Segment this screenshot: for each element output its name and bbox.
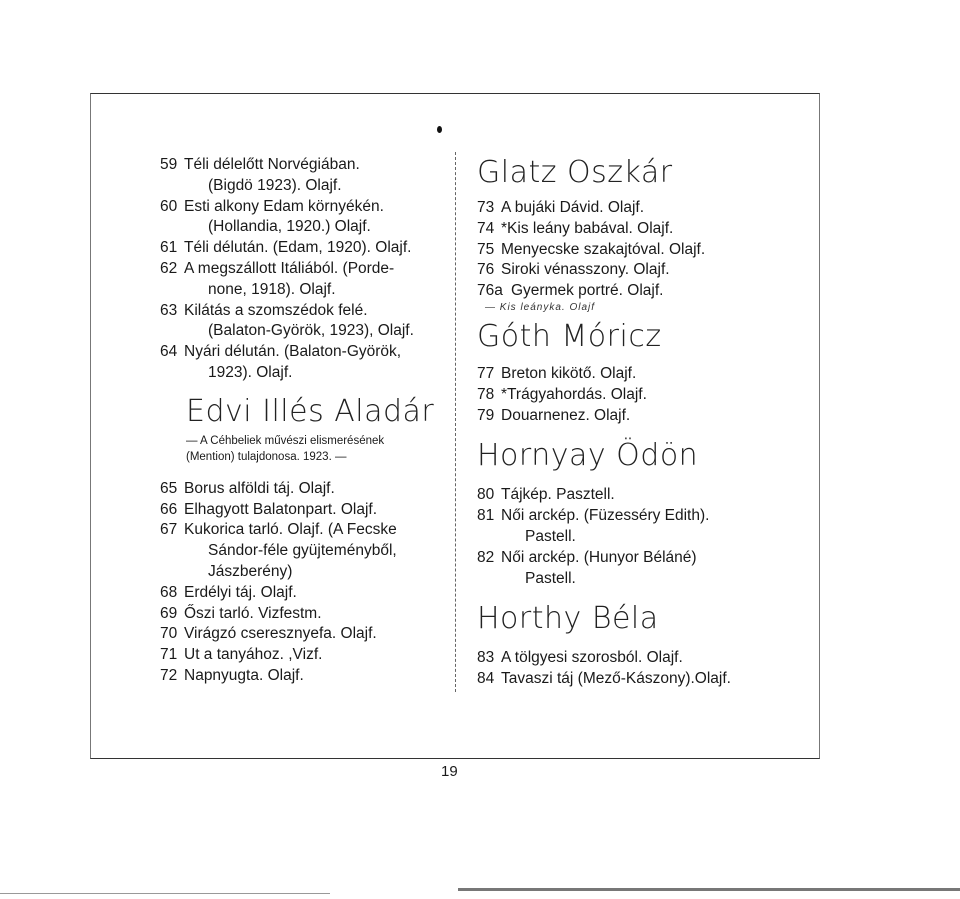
catalog-entry: [477, 198, 787, 219]
entry-title: Női arckép. (Füzesséry Edith).: [501, 507, 710, 525]
entry-number: 66: [160, 500, 178, 518]
catalog-entry: [477, 240, 787, 261]
entry-number: 77: [477, 364, 495, 382]
entry-number: 78: [477, 385, 495, 403]
entry-title: Breton kikötő. Olajf.: [501, 364, 637, 382]
catalog-entry: [160, 666, 445, 687]
entry-continuation: (Hollandia, 1920.) Olajf.: [208, 218, 371, 236]
catalog-entry: [160, 342, 445, 384]
entry-list: [477, 364, 787, 426]
entry-continuation: Pastell.: [525, 569, 576, 587]
artist-heading: Góth Móricz: [477, 318, 662, 354]
entry-number: 82: [477, 548, 495, 566]
entry-title: Gyermek portré. Olajf.: [511, 282, 664, 300]
entry-title: Elhagyott Balatonpart. Olajf.: [184, 500, 378, 518]
entry-number: 81: [477, 507, 495, 525]
catalog-entry: [477, 648, 787, 669]
catalog-entry: [477, 485, 787, 506]
entry-continuation: 1923). Olajf.: [208, 363, 293, 381]
entry-title: Őszi tarló. Vizfestm.: [184, 604, 322, 622]
entry-number: 65: [160, 479, 178, 497]
entry-title: Siroki vénasszony. Olajf.: [501, 261, 670, 279]
catalog-entry: [477, 406, 787, 427]
catalog-entry: [160, 520, 445, 582]
entry-title: Tavaszi táj (Mező-Kászony).Olajf.: [501, 670, 731, 688]
entry-title: A bujáki Dávid. Olajf.: [501, 199, 645, 216]
entry-number: 60: [160, 197, 178, 215]
entry-title: Napnyugta. Olajf.: [184, 666, 304, 684]
entry-continuation: Jászberény): [208, 562, 293, 580]
entry-continuation: Sándor-féle gyüjteményből,: [208, 542, 397, 560]
ink-dot: [437, 126, 442, 133]
entry-list: [477, 198, 787, 302]
catalog-entry: [160, 500, 445, 521]
artist-note-line: — A Céhbeliek művészi elismerésének: [186, 434, 385, 447]
entry-title: Kukorica tarló. Olajf. (A Fecske: [184, 521, 397, 539]
artist-heading: Horthy Béla: [477, 601, 659, 637]
entry-continuation: Pastell.: [525, 527, 576, 545]
entry-number: 75: [477, 240, 495, 258]
entry-list: [160, 155, 445, 384]
entry-title: Tájkép. Pasztell.: [501, 486, 615, 504]
entry-list: [477, 648, 787, 690]
entry-number: 59: [160, 156, 178, 173]
entry-number: 80: [477, 486, 495, 504]
artist-note-line: (Mention) tulajdonosa. 1923. —: [186, 450, 347, 463]
catalog-entry: [160, 238, 445, 259]
entry-title: Kilátás a szomszédok felé.: [184, 301, 368, 319]
entry-title: Nyári délután. (Balaton-Györök,: [184, 343, 402, 361]
entry-list: [477, 485, 787, 589]
entry-title: Női arckép. (Hunyor Béláné): [501, 548, 697, 566]
artist-heading: Edvi Illés Aladár: [186, 393, 435, 429]
entry-title: A megszállott Itáliából. (Porde-: [184, 259, 395, 277]
artist-note: [186, 433, 445, 465]
entry-number: 71: [160, 646, 178, 664]
catalog-entry: [477, 506, 787, 548]
entry-number: 67: [160, 521, 178, 539]
entry-list: [160, 479, 445, 687]
entry-title: A tölgyesi szorosból. Olajf.: [501, 649, 683, 667]
catalog-entry: [477, 364, 787, 385]
left-column: [160, 155, 445, 687]
catalog-entry: [160, 155, 445, 197]
entry-title: *Trágyahordás. Olajf.: [501, 385, 647, 403]
entry-number: 74: [477, 219, 495, 237]
entry-title: Esti alkony Edam környékén.: [184, 197, 384, 215]
entry-title: Erdélyi táj. Olajf.: [184, 583, 297, 601]
entry-title: Téli délelőtt Norvégiában.: [184, 156, 360, 173]
catalog-entry: [160, 479, 445, 500]
page-number: 19: [441, 763, 458, 780]
catalog-entry: [160, 259, 445, 301]
artist-heading: Hornyay Ödön: [477, 438, 699, 474]
entry-title: Virágzó cseresznyefa. Olajf.: [184, 625, 377, 643]
entry-title: Téli délután. (Edam, 1920). Olajf.: [184, 239, 412, 257]
entry-number: 61: [160, 239, 178, 257]
scan-edge: [458, 888, 960, 891]
entry-number: 62: [160, 259, 178, 277]
entry-number: 84: [477, 670, 495, 688]
entry-number: 76: [477, 261, 495, 279]
catalog-entry: [160, 604, 445, 625]
entry-number: 70: [160, 625, 178, 643]
entry-title: *Kis leány babával. Olajf.: [501, 219, 674, 237]
catalog-entry: [160, 624, 445, 645]
catalog-entry: [477, 219, 787, 240]
catalog-entry: [477, 669, 787, 690]
scan-edge: [0, 893, 330, 894]
entry-number: 73: [477, 199, 495, 216]
catalog-entry: [477, 385, 787, 406]
entry-number: 83: [477, 649, 495, 667]
entry-number: 68: [160, 583, 178, 601]
catalog-entry: [477, 260, 787, 281]
catalog-entry: [477, 281, 787, 302]
right-column: [477, 155, 787, 690]
handwritten-note: — Kis leányka. Olajf: [485, 301, 596, 313]
entry-number: 63: [160, 301, 178, 319]
entry-number: 76a: [477, 282, 503, 300]
entry-title: Menyecske szakajtóval. Olajf.: [501, 240, 706, 258]
entry-title: Ut a tanyához. ,Vizf.: [184, 646, 323, 664]
artist-heading: Glatz Oszkár: [477, 155, 673, 190]
column-divider: [455, 152, 456, 692]
entry-number: 64: [160, 343, 178, 361]
entry-continuation: (Balaton-Györök, 1923), Olajf.: [208, 322, 414, 340]
entry-number: 69: [160, 604, 178, 622]
entry-title: Borus alföldi táj. Olajf.: [184, 479, 335, 497]
entry-title: Douarnenez. Olajf.: [501, 406, 631, 424]
entry-number: 72: [160, 666, 178, 684]
catalog-entry: [477, 548, 787, 590]
entry-number: 79: [477, 406, 495, 424]
entry-continuation: (Bigdö 1923). Olajf.: [208, 176, 342, 194]
entry-continuation: none, 1918). Olajf.: [208, 280, 336, 298]
catalog-entry: [160, 645, 445, 666]
catalog-entry: [160, 583, 445, 604]
catalog-entry: [160, 197, 445, 239]
catalog-entry: [160, 301, 445, 343]
